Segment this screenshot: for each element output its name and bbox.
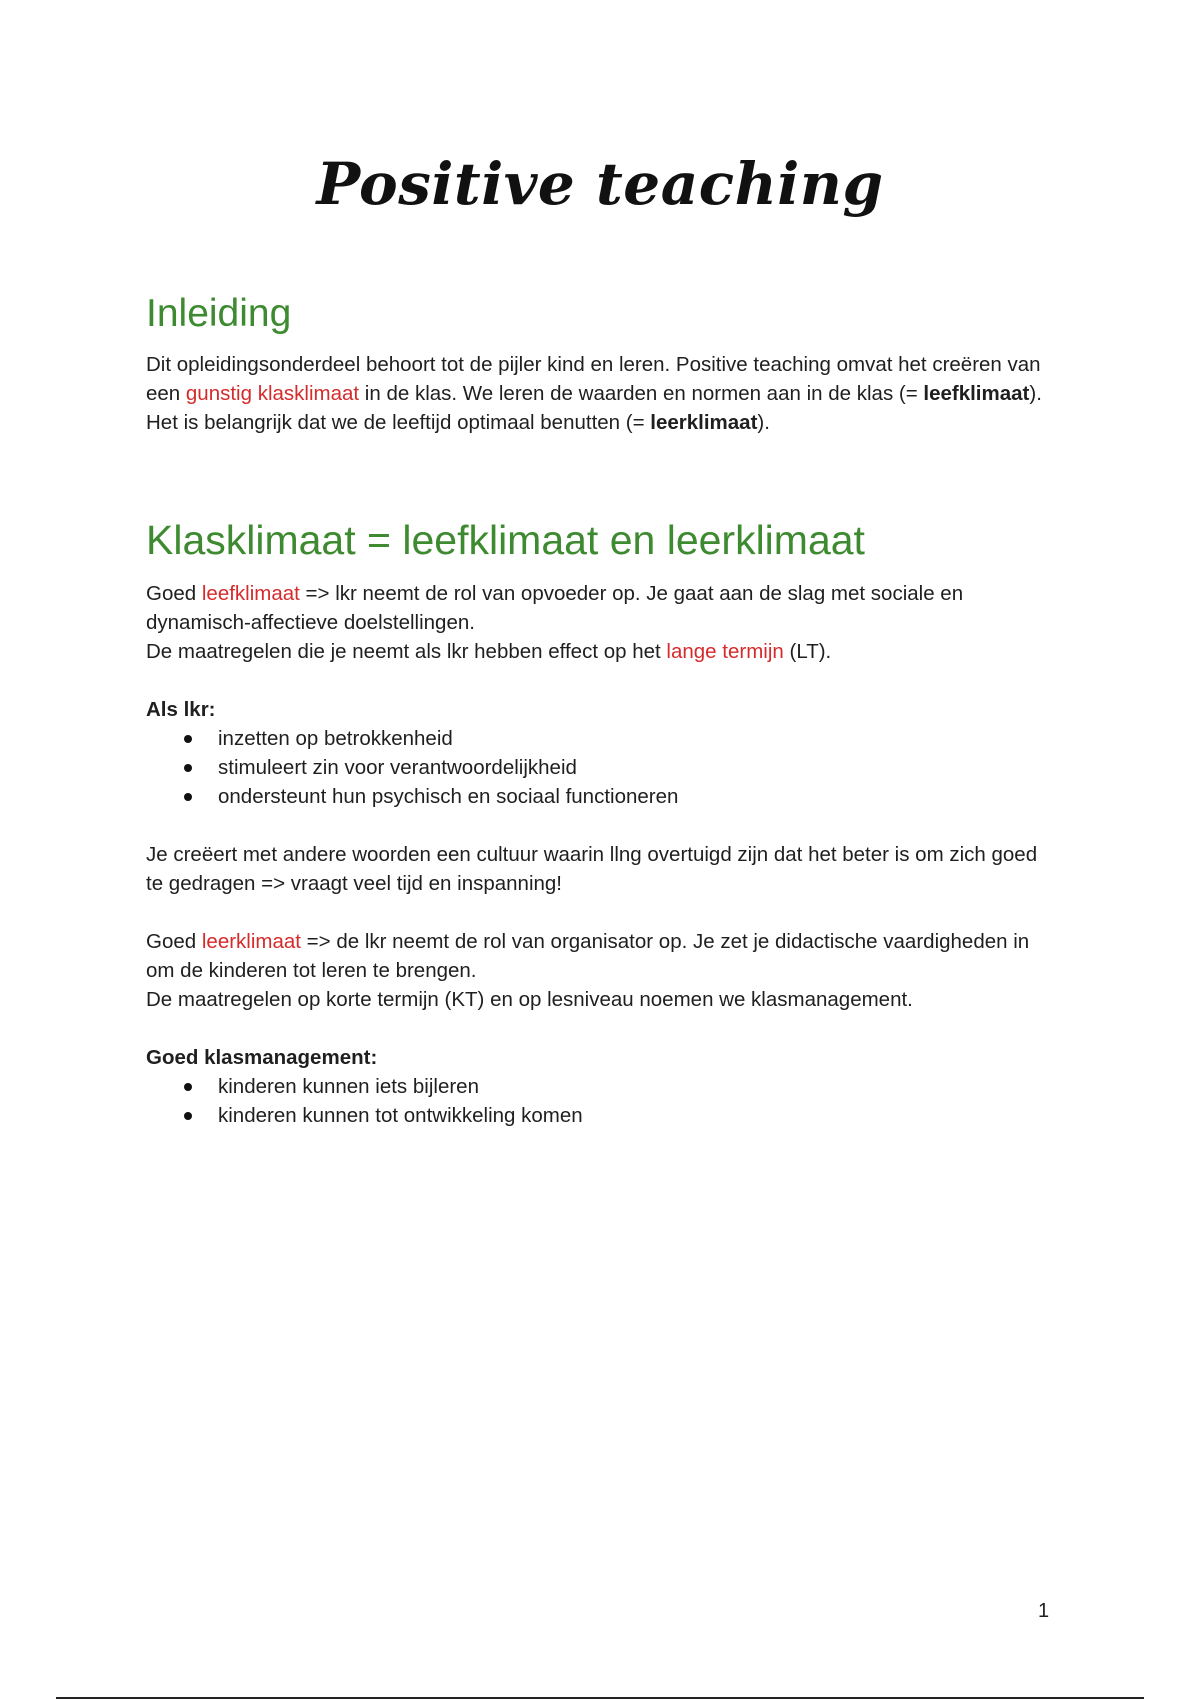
- klasmanagement-paragraph: De maatregelen op korte termijn (KT) en op lesniveau noemen we klasmanagement.: [146, 988, 913, 1011]
- highlight-lange-termijn: lange termijn: [666, 640, 784, 663]
- intro-paragraph: [146, 350, 1046, 437]
- klasmanagement-list: [146, 1072, 1046, 1130]
- leef2-text-1: De maatregelen die je neemt als lkr hebben effect op het: [146, 640, 667, 663]
- footer-divider: [56, 1697, 1144, 1699]
- intro-text-1: Dit opleidingsonderdeel behoort tot de pijler kind en leren. Positive teaching omvat het creëren van een: [146, 353, 1041, 405]
- leef2-text-2: (LT).: [783, 640, 832, 663]
- list-item: inzetten op betrokkenheid: [146, 724, 1046, 753]
- highlight-leerklimaat: leerklimaat: [201, 930, 301, 953]
- intro-text-4: ).: [757, 411, 770, 434]
- bold-leefklimaat: leefklimaat: [923, 382, 1030, 405]
- intro-text-2: in de klas. We leren de waarden en normen aan in de klas (=: [359, 382, 924, 405]
- list-item: kinderen kunnen tot ontwikkeling komen: [146, 1101, 1046, 1130]
- leer-text-1: Goed: [146, 930, 202, 953]
- leer-text-2: => de lkr neemt de rol van organisator op. Je zet je didactische vaardigheden in om de kinderen tot leren te brengen.: [146, 930, 1030, 982]
- document-title: Positive teaching: [316, 150, 884, 218]
- cultuur-paragraph: Je creëert met andere woorden een cultuur waarin llng overtuigd zijn dat het beter is om zich goed te gedragen => vraagt veel tijd en inspanning!: [146, 843, 1038, 895]
- page-number: 1: [1038, 1600, 1050, 1622]
- list-item: ondersteunt hun psychisch en sociaal functioneren: [146, 782, 1046, 811]
- heading-inleiding: Inleiding: [146, 292, 292, 335]
- leef-text-2: => lkr neemt de rol van opvoeder op. Je gaat aan de slag met sociale en dynamisch-affectieve doelstellingen.: [146, 582, 964, 634]
- leef-text-1: Goed: [146, 582, 202, 605]
- lange-termijn-paragraph: [146, 637, 1046, 666]
- leefklimaat-paragraph: [146, 579, 1046, 637]
- highlight-gunstig-klasklimaat: gunstig klasklimaat: [185, 382, 360, 405]
- heading-klasklimaat: Klasklimaat = leefklimaat en leerklimaat: [146, 517, 865, 563]
- bold-leerklimaat: leerklimaat: [650, 411, 758, 434]
- document-body: [146, 290, 1046, 1130]
- als-lkr-label: Als lkr:: [146, 698, 216, 721]
- intro-text-3: ). Het is belangrijk dat we de leeftijd optimaal benutten (=: [146, 382, 1042, 434]
- leerklimaat-paragraph: [146, 927, 1046, 985]
- list-item: stimuleert zin voor verantwoordelijkheid: [146, 753, 1046, 782]
- highlight-leefklimaat: leefklimaat: [201, 582, 300, 605]
- list-item: kinderen kunnen iets bijleren: [146, 1072, 1046, 1101]
- goed-klasmanagement-label: Goed klasmanagement:: [146, 1046, 378, 1069]
- als-lkr-list: [146, 724, 1046, 811]
